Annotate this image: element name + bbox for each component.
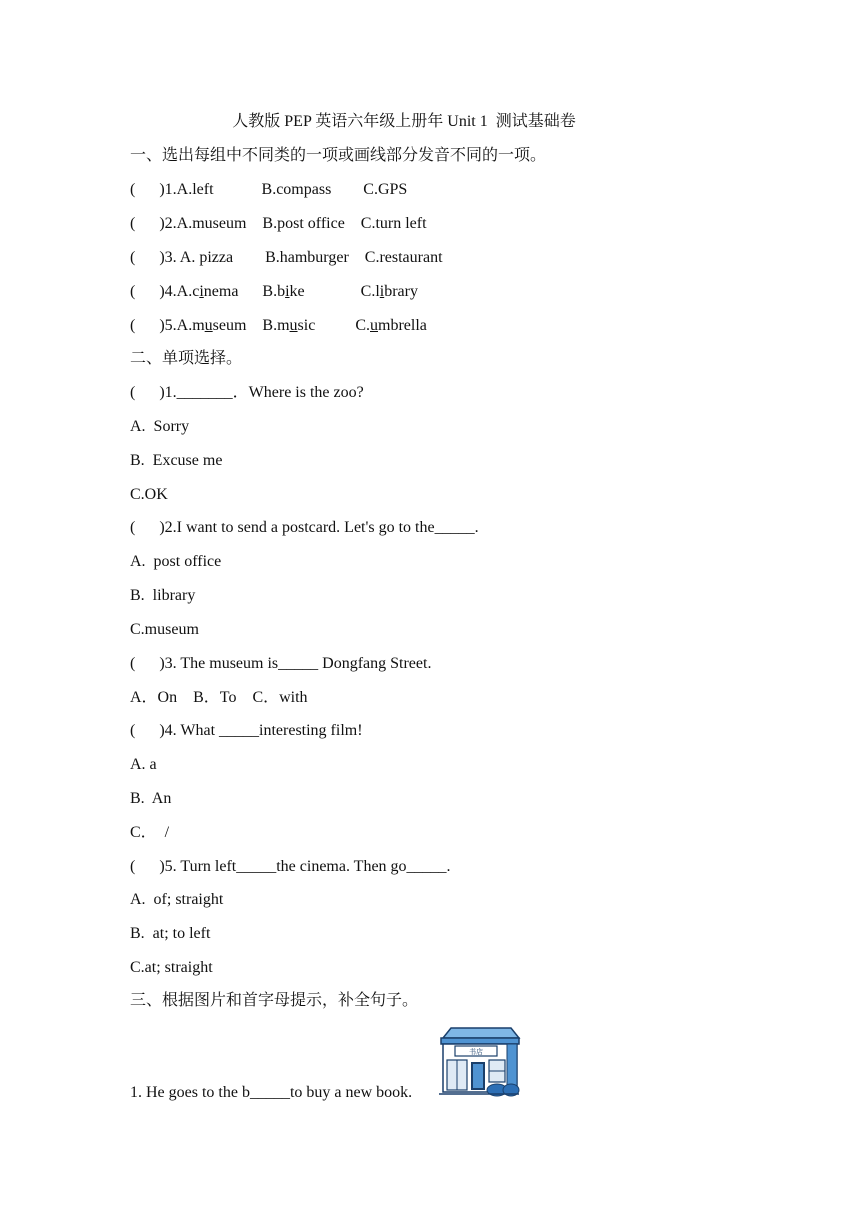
s2-line: C.at; straight — [130, 959, 213, 976]
s2-line: B. An — [130, 790, 172, 807]
underlined-letter: i — [199, 283, 204, 300]
s2-line: C.museum — [130, 621, 199, 638]
underlined-letter: u — [370, 317, 378, 334]
s2-line: ( )3. The museum is_____ Dongfang Street. — [130, 655, 432, 672]
s2-line: ( )1._______．Where is the zoo? — [130, 384, 364, 401]
s1-question-1: ( )1.A.left B.compass C.GPS — [130, 181, 408, 198]
text-part: ( )4.A.c — [130, 283, 200, 300]
s2-line: ( )4. What _____interesting film! — [130, 722, 363, 739]
s2-line: A．On B．To C．with — [130, 689, 308, 706]
section1-heading: 一、选出每组中不同类的一项或画线部分发音不同的一项。 — [130, 147, 547, 164]
s1-question-5 — [130, 316, 427, 336]
page-title: 人教版 PEP 英语六年级上册年 Unit 1 测试基础卷 — [232, 113, 576, 130]
underlined-letter: i — [379, 283, 385, 300]
s2-line: A. Sorry — [130, 418, 190, 435]
text-part: ke C.l — [289, 283, 380, 300]
underlined-letter: u — [289, 317, 298, 334]
s2-line: A. of; straight — [130, 891, 224, 908]
s2-line: B. Excuse me — [130, 452, 223, 469]
text-part: seum B.m — [212, 317, 290, 334]
underlined-letter: u — [204, 317, 213, 334]
section3-heading: 三、根据图片和首字母提示，补全句子。 — [130, 992, 419, 1009]
s2-line: C.OK — [130, 486, 168, 503]
bookstore-illustration — [437, 1026, 521, 1098]
text-part: nema B.b — [203, 283, 286, 300]
s2-line: ( )5. Turn left_____the cinema. Then go_____. — [130, 858, 451, 875]
bookstore-sign: 书店 — [469, 1048, 483, 1056]
s1-question-2: ( )2.A.museum B.post office C.turn left — [130, 215, 427, 232]
text-part: mbrella — [378, 317, 427, 334]
text-part: brary — [384, 283, 418, 300]
section2-heading: 二、单项选择。 — [130, 350, 243, 367]
s1-question-4 — [130, 282, 418, 302]
underlined-letter: i — [285, 283, 290, 300]
s3-question-1: 1. He goes to the b_____to buy a new book. — [130, 1084, 413, 1101]
s2-line: B. at; to left — [130, 925, 211, 942]
text-part: sic C. — [297, 317, 370, 334]
s2-line: B. library — [130, 587, 196, 604]
s2-line: A. a — [130, 756, 157, 773]
s1-question-3: ( )3. A. pizza B.hamburger C.restaurant — [130, 249, 443, 266]
s2-line: A. post office — [130, 553, 222, 570]
s2-line: ( )2.I want to send a postcard. Let's go to the_____. — [130, 519, 479, 536]
text-part: ( )5.A.m — [130, 317, 205, 334]
s2-line: C． / — [130, 824, 170, 841]
